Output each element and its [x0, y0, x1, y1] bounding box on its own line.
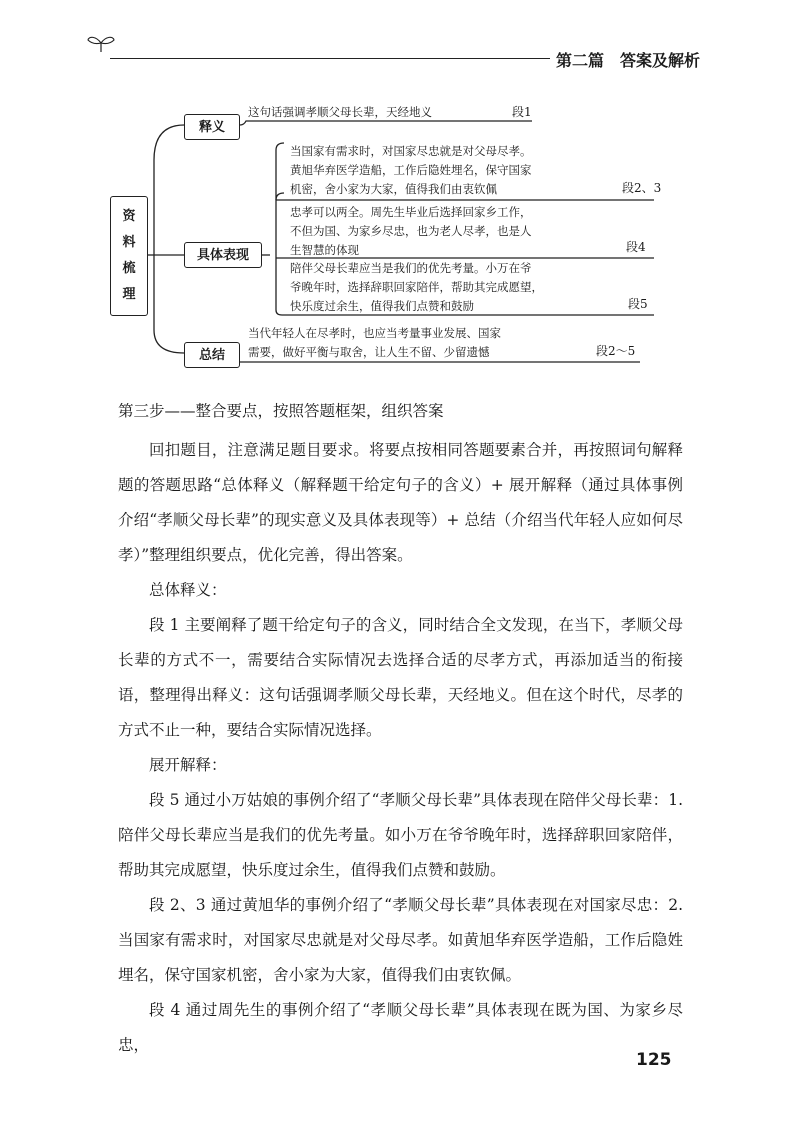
root-char: 梳: [122, 261, 136, 276]
item-line: 快乐度过余生，值得我们点赞和鼓励: [290, 299, 474, 313]
summary-line: 需要，做好平衡与取舍，让人生不留、少留遗憾: [248, 345, 490, 359]
item-line: 陪伴父母长辈应当是我们的优先考量。小万在爷: [290, 261, 532, 275]
manifestation-tag-3: 段5: [628, 297, 648, 311]
root-node: [110, 196, 148, 316]
root-char: 理: [122, 287, 136, 302]
paragraph-3: 段 5 通过小万姑娘的事例介绍了“孝顺父母长辈”具体表现在陪伴父母长辈：1. 陪伴父母长辈应当是我们的优先考量。如小万在爷爷晚年时，选择辞职回家陪伴，帮助其完成愿望，快乐度过余生，值得我们点赞和鼓励。: [118, 791, 683, 879]
paragraph-1: 回扣题目，注意满足题目要求。将要点按相同答题要素合并，再按照词句解释题的答题思路“总体释义（解释题干给定句子的含义）+ 展开解释（通过具体事例介绍“孝顺父母长辈”的现实意义及具体表现等）+ 总结（介绍当代年轻人应如何尽孝）”整理组织要点，优化完善，得出答案。: [118, 441, 683, 564]
section-title: 第二篇 答案及解析: [556, 51, 701, 70]
node-definition: 释义: [184, 114, 240, 140]
node-summary: 总结: [184, 342, 240, 368]
paragraph-5: 段 4 通过周先生的事例介绍了“孝顺父母长辈”具体表现在既为国、为家乡尽忠，: [118, 1001, 683, 1054]
overall-heading: 总体释义：: [149, 581, 227, 599]
node-manifestation: 具体表现: [184, 242, 262, 268]
item-line: 爷晚年时，选择辞职回家陪伴，帮助其完成愿望，: [290, 280, 543, 294]
item-line: 生智慧的体现: [290, 243, 359, 257]
item-line: 黄旭华弃医学造船，工作后隐姓埋名，保守国家: [290, 163, 532, 177]
summary-line: 当代年轻人在尽孝时，也应当考量事业发展、国家: [248, 326, 501, 340]
summary-text: [248, 324, 501, 362]
answer-body: [118, 394, 683, 1063]
item-line: 当国家有需求时，对国家尽忠就是对父母尽孝。: [290, 144, 532, 158]
item-line: 机密，舍小家为大家，值得我们由衷钦佩: [290, 182, 497, 196]
item-line: 不但为国、为家乡尽忠，也为老人尽孝，也是人: [290, 224, 532, 238]
manifestation-item-3: [290, 259, 543, 316]
definition-text: 这句话强调孝顺父母长辈，天经地义: [248, 105, 432, 119]
summary-tag: 段2～5: [596, 344, 636, 358]
root-char: 资: [122, 209, 136, 224]
manifestation-tag-1: 段2、3: [622, 181, 662, 195]
manifestation-item-2: [290, 203, 532, 260]
item-line: 忠孝可以两全。周先生毕业后选择回家乡工作，: [290, 205, 532, 219]
manifestation-tag-2: 段4: [626, 240, 646, 254]
paragraph-2: 段 1 主要阐释了题干给定句子的含义，同时结合全文发现，在当下，孝顺父母长辈的方式不一，需要结合实际情况去选择合适的尽孝方式，再添加适当的衔接语，整理得出释义：这句话强调孝顺父母长辈，天经地义。但在这个时代，尽孝的方式不止一种，要结合实际情况选择。: [118, 616, 683, 739]
step3-heading: 第三步——整合要点，按照答题框架，组织答案: [118, 402, 444, 420]
paragraph-4: 段 2、3 通过黄旭华的事例介绍了“孝顺父母长辈”具体表现在对国家尽忠：2. 当国家有需求时，对国家尽忠就是对父母尽孝。如黄旭华弃医学造船，工作后隐姓埋名，保守国家机密，舍小家为大家，值得我们由衷钦佩。: [118, 896, 683, 984]
expand-heading: 展开解释：: [149, 756, 227, 774]
manifestation-item-1: [290, 142, 532, 199]
definition-tag: 段1: [512, 105, 532, 119]
root-char: 料: [122, 235, 136, 250]
page-number: 125: [636, 1050, 672, 1070]
